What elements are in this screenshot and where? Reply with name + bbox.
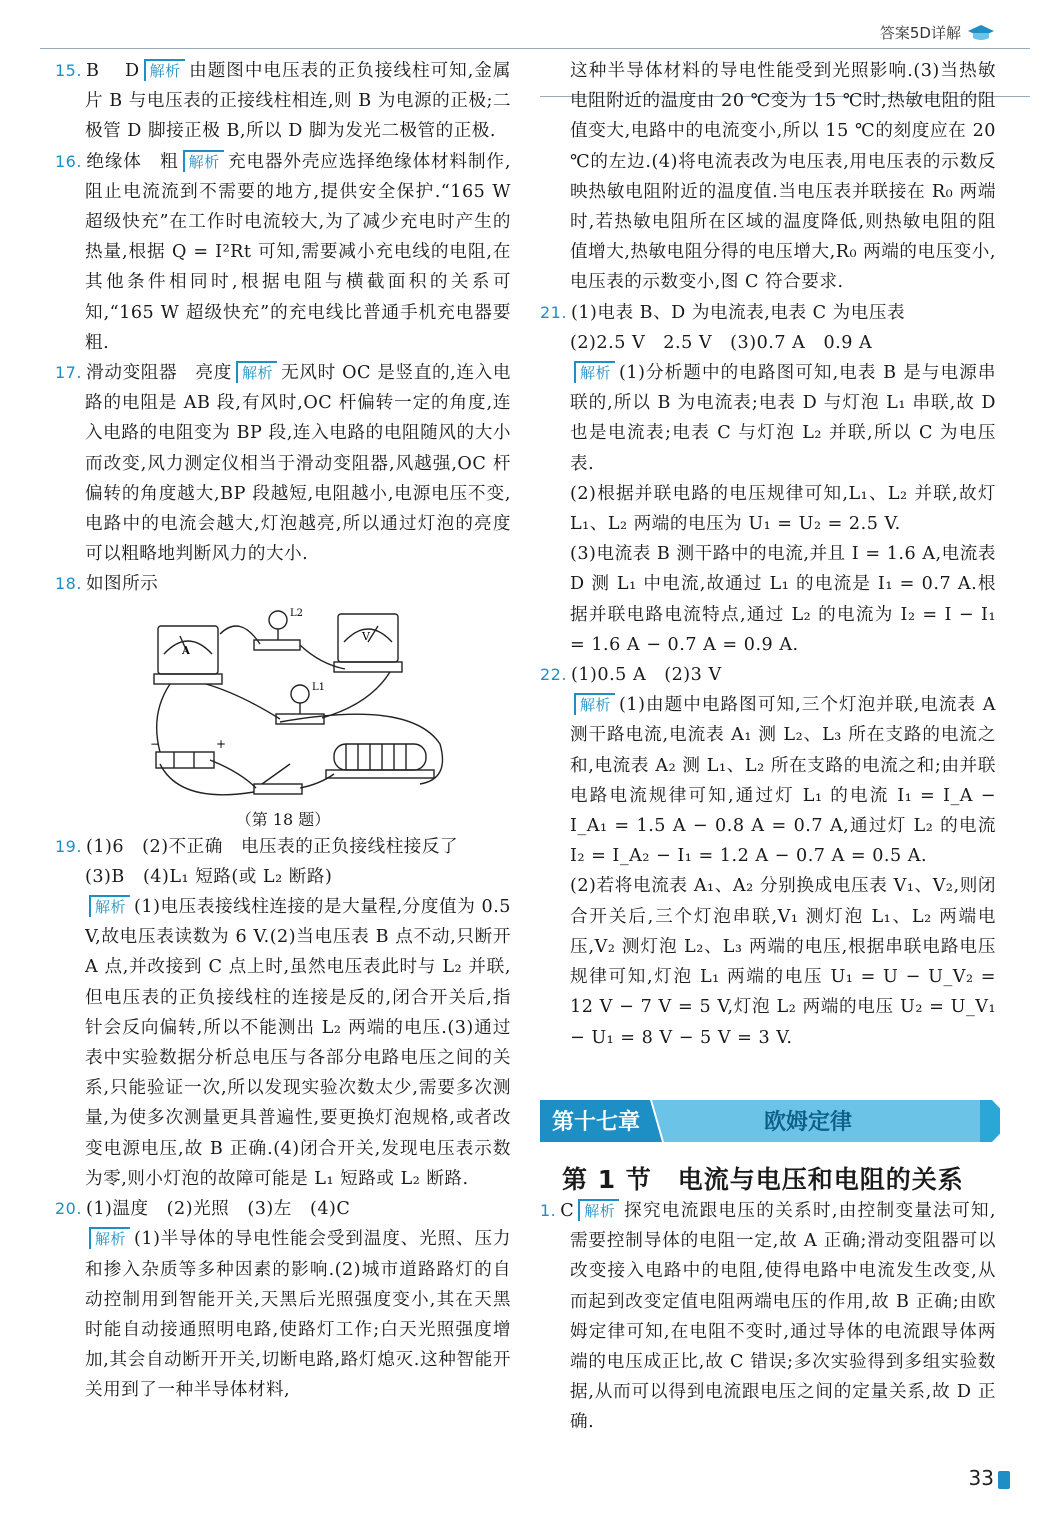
answer-text: (1)温度 (2)光照 (3)左 (4)C <box>85 1199 351 1220</box>
analysis-21-p1 <box>540 358 996 479</box>
header-rule <box>40 48 1030 49</box>
analysis-text: 探究电流跟电压的关系时,由控制变量法可知,需要控制导体的电阻一定,故 A 正确;滑动变阻器可以改变接入电路中的电阻,使得电路中电流发生改变,从而起到改变定值电阻两端电压的作用,故 B 正确;由欧姆定律可知,在电阻不变时,通过导体的电流跟导体两端的电压成正比,故 C 错误;多次实验得到多组实验数据,从而可以得到电流跟电压之间的定量关系,故 D 正确. <box>570 1201 996 1433</box>
figure-caption: （第 18 题） <box>235 809 331 829</box>
analysis-tag: 解析 <box>183 150 224 172</box>
analysis-tag: 解析 <box>574 361 615 383</box>
page-number <box>969 1466 1010 1490</box>
answer-19-line2: (3)B (4)L₁ 短路(或 L₂ 断路) <box>85 866 333 887</box>
answer-text: C <box>560 1201 575 1221</box>
answer-18 <box>55 569 511 599</box>
answer-17 <box>55 358 511 569</box>
answer-text: (1)0.5 A (2)3 V <box>570 665 722 686</box>
question-number: 17. <box>55 363 82 383</box>
question-number: 18. <box>55 574 82 594</box>
section-title: 第 1 节 电流与电压和电阻的关系 <box>562 1165 964 1194</box>
ammeter-label: A <box>182 643 190 657</box>
analysis-text: (1)半导体的导电性能会受到温度、光照、压力和掺入杂质等多种因素的影响.(2)城市道路路灯的自动控制用到智能开关,天黑后光照强度变小,其在天黑时能自动接通照明电路,使路灯工作;白天光照强度增加,其会自动断开开关,切断电路,路灯熄灭.这种智能开关用到了一种半导体材料, <box>85 1229 511 1401</box>
question-number: 22. <box>540 665 567 685</box>
answer-21 <box>540 298 996 328</box>
question-number: 1. <box>540 1201 557 1220</box>
question-number: 19. <box>55 836 82 856</box>
answer-20 <box>55 1194 511 1224</box>
analysis-22-p1 <box>540 690 996 871</box>
answer-text: (1)电表 B、D 为电流表,电表 C 为电压表 <box>570 302 906 323</box>
battery-plus-label: + <box>216 736 227 751</box>
analysis-text: 由题图中电压表的正负接线柱可知,金属片 B 与电压表的正接线柱相连,则 B 为电源的正极;二极管 D 脚接正极 B,所以 D 脚为发光二极管的正极. <box>85 61 511 142</box>
answer-16 <box>55 147 511 358</box>
chapter-title: 欧姆定律 <box>764 1110 853 1135</box>
answer-22 <box>540 660 996 690</box>
chapter-banner <box>540 1096 1000 1146</box>
analysis-21-p2: (2)根据并联电路的电压规律可知,L₁、L₂ 并联,故灯 L₁、L₂ 两端的电压为 U₁ = U₂ = 2.5 V. <box>570 483 996 535</box>
analysis-21-p3: (3)电流表 B 测干路中的电流,并且 I = 1.6 A,电流表 D 测 L₁ 中电流,故通过 L₁ 的电流是 I₁ = 0.7 A.根据并联电路电流特点,通过 L₂ 的电流为 I₂ = I − I₁ = 1.6 A − 0.7 A = 0.9 A. <box>570 544 996 655</box>
voltmeter-label: V <box>362 629 370 643</box>
question-number: 15. <box>55 61 82 80</box>
analysis-tag: 解析 <box>144 59 185 81</box>
page-header <box>880 22 995 43</box>
page-marker-icon <box>998 1471 1010 1489</box>
question-number: 16. <box>55 151 82 171</box>
analysis-text: (1)电压表接线柱连接的是大量程,分度值为 0.5 V,故电压表读数为 6 V.(2)当电压表 B 点不动,只断开 A 点,并改接到 C 点上时,虽然电压表此时与 L₂ 并联,但电压表的正负接线柱的连接是反的,闭合开关后,指针会反向偏转,所以不能测出 L₂ 两端的电压.(3)通过表中实验数据分析总电压与各部分电路电压之间的关系,只能验证一次,所以发现实验次数太少,需要多次测量,为使多次测量更具普遍性,要更换灯泡规格,或者改变电源电压,故 B 正确.(4)闭合开关,发现电压表示数为零,则小灯泡的故障可能是 L₁ 短路或 L₂ 断路. <box>85 897 511 1189</box>
analysis-tag: 解析 <box>578 1199 619 1221</box>
bulb-l2-label: L2 <box>290 607 304 619</box>
circuit-diagram <box>150 604 460 804</box>
battery-minus-label: − <box>150 736 161 751</box>
answer-text: 绝缘体 粗 <box>85 151 179 172</box>
analysis-20-continued: 这种半导体材料的导电性能受到光照影响.(3)当热敏电阻附近的温度由 20 ℃变为 15 ℃时,热敏电阻的阻值变大,电路中的电流变小,所以 15 ℃的刻度应在 20 ℃的左边.(4)将电流表改为电压表,用电压表的示数反映热敏电阻附近的温度值.当电压表并联接在 R₀ 两端时,若热敏电阻所在区域的温度降低,则热敏电阻的阻值增大,热敏电阻分得的电压增大,R₀ 两端的电压变小,电压表的示数变小,图 C 符合要求. <box>570 61 996 293</box>
analysis-tag: 解析 <box>236 361 277 383</box>
answer-text: B D <box>85 61 140 81</box>
answer-text: 如图所示 <box>85 574 159 595</box>
analysis-text: (1)由题中电路图可知,三个灯泡并联,电流表 A 测干路电流,电流表 A₁ 测 L₂、L₃ 所在支路的电流之和,电流表 A₂ 测 L₁、L₂ 所在支路的电流之和;由并联电路电流规律可知,通过灯 L₁ 的电流 I₁ = I_A − I_A₁ = 1.5 A − 0.8 A = 0.7 A,通过灯 L₂ 的电流 I₂ = I_A₂ − I₁ = 1.2 A − 0.7 A = 0.5 A. <box>570 695 996 867</box>
analysis-text: 无风时 OC 是竖直的,连入电路的电阻是 AB 段,有风时,OC 杆偏转一定的角度,连入电路的电阻变为 BP 段,连入电路的电阻随风的大小而改变,风力测定仪相当于滑动变阻器,风越强,OC 杆偏转的角度越大,BP 段越短,电阻越小,电源电压不变,电路中的电流会越大,灯泡越亮,所以通过灯泡的亮度可以粗略地判断风力的大小. <box>85 363 511 565</box>
left-column <box>55 56 511 1406</box>
analysis-tag: 解析 <box>89 1227 130 1249</box>
graduation-cap-icon <box>967 24 995 42</box>
answer-15 <box>55 56 511 147</box>
page-number-text: 33 <box>968 1466 994 1490</box>
answer-19 <box>55 832 511 862</box>
section-answer-1 <box>540 1196 996 1438</box>
analysis-20 <box>55 1224 511 1405</box>
analysis-19 <box>55 892 511 1194</box>
analysis-22-p2: (2)若将电流表 A₁、A₂ 分别换成电压表 V₁、V₂,则闭合开关后,三个灯泡串联,V₁ 测灯泡 L₁、L₂ 两端电压,V₂ 测灯泡 L₂、L₃ 两端的电压,根据串联电路电压规律可知,灯泡 L₁ 两端的电压 U₁ = U − U_V₂ = 12 V − 7 V = 5 V,灯泡 L₂ 两端的电压 U₂ = U_V₁ − U₁ = 8 V − 5 V = 3 V. <box>570 876 996 1048</box>
header-brand: 答案5D详解 <box>879 24 961 42</box>
section-answers <box>540 1196 996 1438</box>
answer-text: 滑动变阻器 亮度 <box>85 363 232 384</box>
analysis-text: 充电器外壳应选择绝缘体材料制作,阻止电流流到不需要的地方,提供安全保护.“165 W 超级快充”在工作时电流较大,为了减少充电时产生的热量,根据 Q = I²Rt 可知,需要减小充电线的电阻,在其他条件相同时,根据电阻与横截面积的关系可知,“165 W 超级快充”的充电线比普通手机充电器要粗. <box>85 151 511 353</box>
analysis-tag: 解析 <box>574 693 615 715</box>
answer-text: (1)6 (2)不正确 电压表的正负接线柱接反了 <box>85 836 459 857</box>
question-number: 20. <box>55 1199 82 1219</box>
answer-21-line2: (2)2.5 V 2.5 V (3)0.7 A 0.9 A <box>570 332 873 353</box>
right-column <box>540 56 996 1053</box>
question-number: 21. <box>540 302 567 322</box>
analysis-tag: 解析 <box>89 895 130 917</box>
bulb-l1-label: L1 <box>312 681 326 693</box>
analysis-text: (1)分析题中的电路图可知,电表 B 是与电源串联的,所以 B 为电流表;电表 D 与灯泡 L₁ 串联,故 D 也是电流表;电表 C 与灯泡 L₂ 并联,所以 C 为电压表. <box>570 363 996 474</box>
chapter-label: 第十七章 <box>552 1110 641 1135</box>
